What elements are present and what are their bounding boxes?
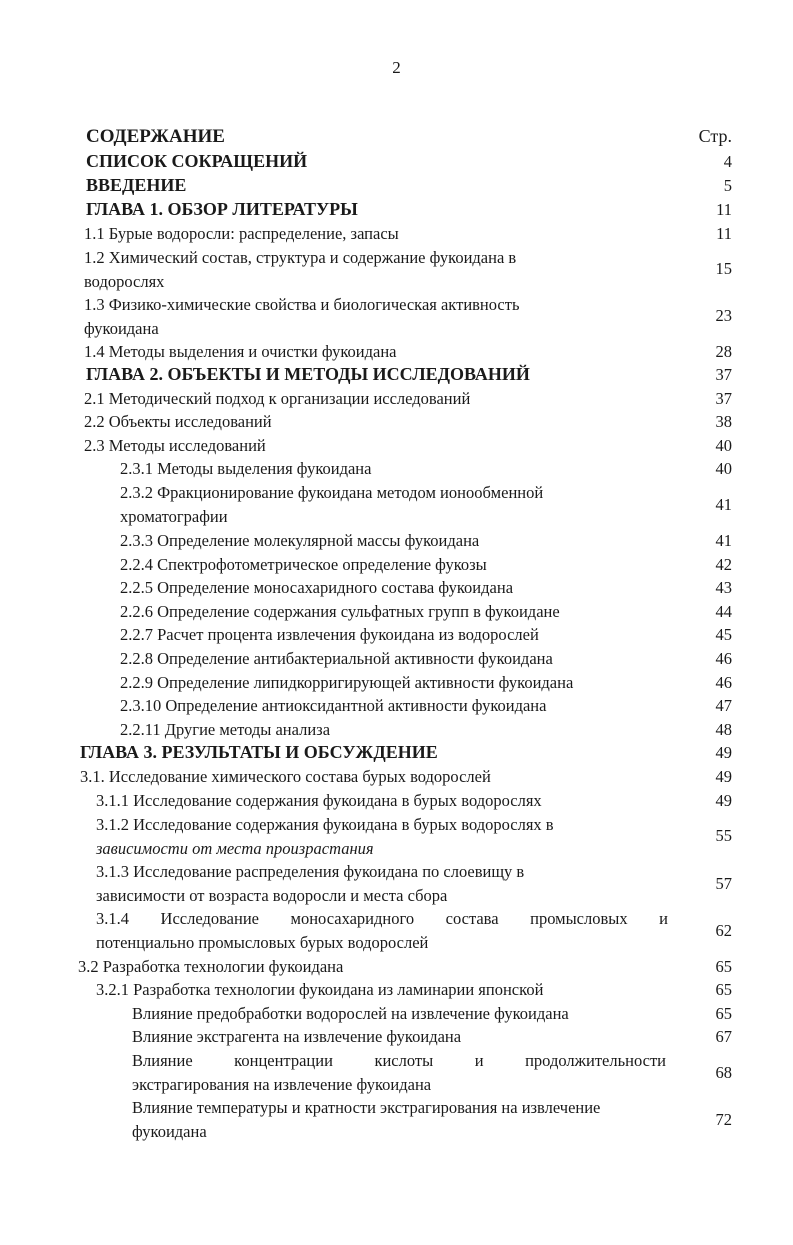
toc-entry-page: 38 bbox=[715, 412, 732, 431]
toc-entry-title: Влияние предобработки водорослей на извлечение фукоидана bbox=[132, 1004, 569, 1023]
toc-entry-title: 2.2.4 Спектрофотометрическое определение фукозы bbox=[120, 555, 487, 574]
toc-entry-title: 2.2.5 Определение моносахаридного состава фукоидана bbox=[120, 578, 514, 597]
toc-entry bbox=[84, 246, 732, 293]
toc-entry bbox=[96, 813, 732, 860]
toc-entry bbox=[86, 150, 732, 174]
toc-entry-title: 3.1.2 Исследование содержания фукоидана в бурых водорослях в bbox=[96, 815, 554, 834]
toc-entry-page: 45 bbox=[715, 625, 732, 644]
toc-entry-title: 2.3 Методы исследований bbox=[84, 436, 266, 455]
toc-entry-page: 37 bbox=[715, 389, 732, 408]
toc-entry-page: 28 bbox=[715, 342, 732, 361]
toc-entry-page: 49 bbox=[715, 767, 732, 786]
toc-entry bbox=[120, 481, 732, 528]
toc-entry-title: 2.2.6 Определение содержания сульфатных групп в фукоидане bbox=[120, 602, 560, 621]
toc-entry-title: 2.2.9 Определение липидкорригирующей активности фукоидана bbox=[120, 673, 574, 692]
toc-entry-page: 67 bbox=[715, 1027, 732, 1046]
toc-entry-title: 1.3 Физико-химические свойства и биологическая активность фукоидана bbox=[84, 295, 520, 338]
toc-entry-title: 2.3.2 Фракционирование фукоидана методом ионообменной хроматографии bbox=[120, 483, 544, 526]
toc-entry-page: 37 bbox=[715, 365, 732, 384]
toc-entry bbox=[78, 955, 732, 979]
toc-entry bbox=[120, 671, 732, 695]
toc-entry bbox=[120, 457, 732, 481]
toc-entry-page: 15 bbox=[715, 259, 732, 278]
toc-entry-page: 11 bbox=[716, 224, 732, 243]
toc-entry-title: Влияние концентрации кислоты и продолжительности bbox=[132, 1051, 666, 1070]
toc-entry bbox=[84, 434, 732, 458]
toc-entry-page: 41 bbox=[715, 495, 732, 514]
page-number: 2 bbox=[392, 58, 401, 77]
toc-entry bbox=[84, 222, 732, 246]
toc-entry-page: 42 bbox=[715, 555, 732, 574]
toc-entry bbox=[120, 718, 732, 742]
toc-entry bbox=[84, 293, 732, 340]
toc-entry-page: 49 bbox=[715, 743, 732, 762]
toc-entry-page: 65 bbox=[715, 980, 732, 999]
toc-entry bbox=[120, 647, 732, 671]
toc-entry-title: ВВЕДЕНИЕ bbox=[86, 175, 187, 195]
toc-entry bbox=[86, 363, 732, 387]
toc-entry-page: 68 bbox=[715, 1063, 732, 1082]
toc-entry bbox=[120, 553, 732, 577]
toc-entry-title: ГЛАВА 3. РЕЗУЛЬТАТЫ И ОБСУЖДЕНИЕ bbox=[80, 742, 438, 762]
toc-entry bbox=[120, 529, 732, 553]
toc-entry bbox=[132, 1049, 732, 1096]
toc-entry-title: 3.1.1 Исследование содержания фукоидана в бурых водорослях bbox=[96, 791, 542, 810]
toc-entry-title: 3.1.3 Исследование распределения фукоидана по слоевищу в зависимости от возраста водоросли и места сбора bbox=[96, 862, 525, 905]
toc-entry bbox=[120, 623, 732, 647]
toc-entry-title: 2.1 Методический подход к организации исследований bbox=[84, 389, 471, 408]
toc-entry-title: 2.2.11 Другие методы анализа bbox=[120, 720, 331, 739]
toc-entry bbox=[120, 600, 732, 624]
toc-entry-page: 41 bbox=[715, 531, 732, 550]
toc-entry-title: Влияние температуры и кратности экстрагирования на извлечение фукоидана bbox=[132, 1098, 601, 1141]
toc-entry-title: 3.1.4 Исследование моносахаридного состава промысловых и bbox=[96, 909, 668, 928]
toc-entry-title: 3.2 Разработка технологии фукоидана bbox=[78, 957, 344, 976]
toc-entry-page: 55 bbox=[715, 826, 732, 845]
toc-entry-page: 43 bbox=[715, 578, 732, 597]
toc-entry-title: 2.3.3 Определение молекулярной массы фукоидана bbox=[120, 531, 480, 550]
toc-entry bbox=[86, 174, 732, 198]
toc-entry-title: 1.2 Химический состав, структура и содержание фукоидана в водорослях bbox=[84, 248, 517, 291]
toc-entry-title: 1.1 Бурые водоросли: распределение, запасы bbox=[84, 224, 399, 243]
toc-entry-title-cont: потенциально промысловых бурых водорослей bbox=[96, 932, 429, 952]
toc-title: СОДЕРЖАНИЕ bbox=[86, 126, 225, 147]
toc-entry-page: 65 bbox=[715, 1004, 732, 1023]
toc-entry-page: 46 bbox=[715, 649, 732, 668]
toc-entry bbox=[132, 1096, 732, 1143]
toc-entry-title-cont: зависимости от места произрастания bbox=[96, 838, 374, 858]
toc-entry-page: 57 bbox=[715, 874, 732, 893]
toc-entry-page: 23 bbox=[715, 306, 732, 325]
toc-entry-page: 46 bbox=[715, 673, 732, 692]
toc-entry-title: 3.2.1 Разработка технологии фукоидана из ламинарии японской bbox=[96, 980, 544, 999]
toc-entry bbox=[96, 978, 732, 1002]
toc-entry bbox=[80, 741, 732, 765]
toc-entry-page: 40 bbox=[715, 459, 732, 478]
toc-entry bbox=[132, 1025, 732, 1049]
toc-entry-page: 62 bbox=[715, 921, 732, 940]
toc-entry bbox=[120, 694, 732, 718]
toc-entry bbox=[96, 860, 732, 907]
toc-entry-page: 40 bbox=[715, 436, 732, 455]
toc-entry bbox=[96, 907, 732, 954]
page-column-label: Стр. bbox=[698, 126, 732, 146]
toc-entry-page: 49 bbox=[715, 791, 732, 810]
toc-entry-page: 72 bbox=[715, 1110, 732, 1129]
toc-entry bbox=[86, 198, 732, 222]
toc-entry-page: 65 bbox=[715, 957, 732, 976]
toc-entry bbox=[120, 576, 732, 600]
toc-entry-page: 4 bbox=[723, 152, 732, 171]
toc-entry-title: 2.3.10 Определение антиоксидантной активности фукоидана bbox=[120, 696, 547, 715]
toc-entry bbox=[84, 387, 732, 411]
toc-entry-title: 3.1. Исследование химического состава бурых водорослей bbox=[80, 767, 491, 786]
toc-entry-title: 2.3.1 Методы выделения фукоидана bbox=[120, 459, 372, 478]
toc-entry-page: 11 bbox=[716, 200, 732, 219]
toc-entry-title: ГЛАВА 2. ОБЪЕКТЫ И МЕТОДЫ ИССЛЕДОВАНИЙ bbox=[86, 364, 530, 384]
toc-entry bbox=[84, 340, 732, 364]
toc-entry-title: 2.2.7 Расчет процента извлечения фукоидана из водорослей bbox=[120, 625, 539, 644]
toc-entry bbox=[132, 1002, 732, 1026]
toc-entry-title: 2.2 Объекты исследований bbox=[84, 412, 272, 431]
toc-entry-title: СПИСОК СОКРАЩЕНИЙ bbox=[86, 151, 308, 171]
toc-entry bbox=[96, 789, 732, 813]
toc-entry-title: ГЛАВА 1. ОБЗОР ЛИТЕРАТУРЫ bbox=[86, 199, 358, 219]
toc-entry bbox=[80, 765, 732, 789]
toc-entry-page: 44 bbox=[715, 602, 732, 621]
toc-entry-page: 5 bbox=[723, 176, 732, 195]
toc-entry bbox=[84, 410, 732, 434]
toc-entry-title: 1.4 Методы выделения и очистки фукоидана bbox=[84, 342, 397, 361]
toc-entry-title: 2.2.8 Определение антибактериальной активности фукоидана bbox=[120, 649, 553, 668]
toc-entry-page: 48 bbox=[715, 720, 732, 739]
toc-entry-title-cont: экстрагирования на извлечение фукоидана bbox=[132, 1074, 432, 1094]
toc-header bbox=[86, 126, 736, 150]
toc-entry-title: Влияние экстрагента на извлечение фукоидана bbox=[132, 1027, 462, 1046]
toc-entry-page: 47 bbox=[715, 696, 732, 715]
